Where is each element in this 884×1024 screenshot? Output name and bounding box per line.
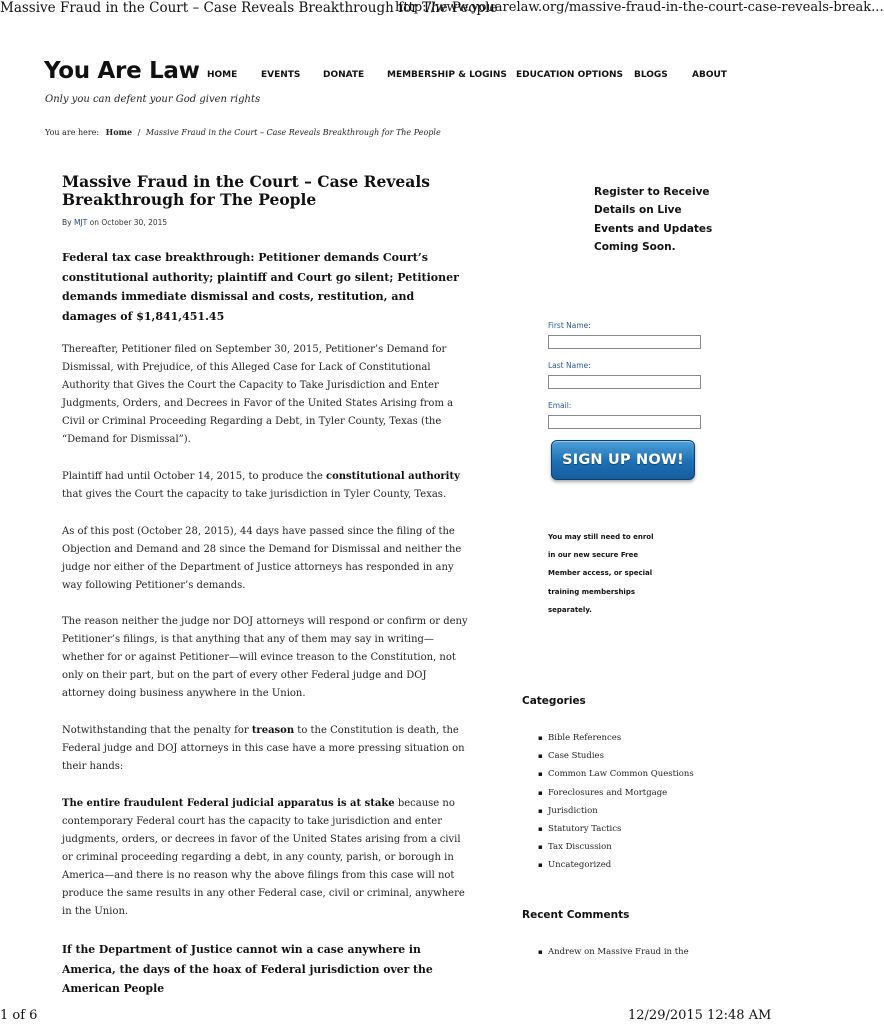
article-paragraph-1: Thereafter, Petitioner filed on September 30, 2015, Petitioner’s Demand for Dismissal, with Prejudice, of this Alleged Case for Lack of Constitutional Authority that Gives the Court the Capacity to Take Jurisdiction and Enter Judgments, Orders, and Decrees in Favor of the United States Arising from a Civil or Criminal Proceeding Regarding a Debt, in Tyler County, Texas (the “Demand for Dismissal”). [62, 344, 454, 445]
membership-notice: You may still need to enrol in our new secure Free Member access, or special training memberships separately. [548, 533, 654, 614]
article-paragraph-3: As of this post (October 28, 2015), 44 days have passed since the filing of the Objection and Demand and 28 since the Demand for Dismissal and neither the judge nor either of the Department of Justice attorneys has responded in any way following Petitioner’s demands. [62, 526, 462, 591]
site-logo[interactable]: You Are Law [44, 58, 200, 84]
email-label: Email: [548, 401, 572, 410]
site-tagline: Only you can defent your God given rights [45, 94, 261, 105]
p6-bold: The entire fraudulent Federal judicial apparatus is at stake [62, 798, 395, 809]
categories-heading: Categories [522, 695, 586, 707]
category-item[interactable]: ▪ Common Law Common Questions [538, 765, 694, 783]
email-field[interactable] [548, 415, 701, 429]
category-item[interactable]: ▪ Foreclosures and Mortgage [538, 784, 694, 802]
article-byline [62, 218, 167, 227]
p6-text-after: because no contemporary Federal court has the capacity to take jurisdiction and enter judgments, orders, or decrees in favor of the United States arising from a civil or criminal proceeding regarding a debt, in any county, parish, or borough in America—and there is no reason why the above filings from this case will not produce the same results in any other Federal case, civil or criminal, anywhere in the Union. [62, 798, 465, 917]
article-title: Massive Fraud in the Court – Case Reveals Breakthrough for The People [62, 172, 430, 209]
p2-bold: constitutional authority [326, 471, 460, 482]
nav-item-blogs[interactable]: BLOGS [634, 70, 668, 80]
p5-text-after: to the Constitution is death, the Federal judge and DOJ attorneys in this case have a more pressing situation on their hands: [62, 725, 465, 772]
byline-on: on [89, 218, 99, 227]
article-paragraph-2 [62, 468, 472, 504]
byline-author-link[interactable]: MJT [73, 218, 88, 227]
p5-text-before: Notwithstanding that the penalty for [62, 725, 252, 736]
nav-item-donate[interactable]: DONATE [323, 70, 365, 80]
article-paragraph-6 [62, 795, 472, 921]
first-name-label: First Name: [548, 321, 591, 330]
category-item[interactable]: ▪ Jurisdiction [538, 802, 694, 820]
recent-comments-heading: Recent Comments [522, 909, 630, 921]
nav-item-membership[interactable]: MEMBERSHIP & LOGINS [387, 70, 507, 80]
print-footer-page: 1 of 6 [0, 1008, 38, 1023]
last-name-label: Last Name: [548, 361, 591, 370]
print-header-title: Massive Fraud in the Court – Case Reveals Breakthrough for The People [0, 0, 498, 16]
breadcrumb-home-link[interactable]: Home [105, 127, 133, 137]
article-paragraph-4: The reason neither the judge nor DOJ attorneys will respond or confirm or deny Petitioner’s filings, is that anything that any of them may say in writing—whether for or against Petitioner—will evince treason to the Constitution, not only on their part, but on the part of every other Federal judge and DOJ attorney doing business anywhere in the Union. [62, 616, 468, 699]
byline-by: By [62, 218, 72, 227]
breadcrumb [45, 127, 441, 137]
p2-text-after: that gives the Court the capacity to take jurisdiction in Tyler County, Texas. [62, 489, 447, 500]
category-item[interactable]: ▪ Case Studies [538, 747, 694, 765]
nav-item-about[interactable]: ABOUT [692, 70, 727, 80]
breadcrumb-separator: / [137, 128, 141, 137]
p2-text-before: Plaintiff had until October 14, 2015, to produce the [62, 471, 327, 482]
byline-date: October 30, 2015 [101, 218, 168, 227]
nav-item-home[interactable]: HOME [207, 70, 238, 80]
breadcrumb-prefix: You are here: [45, 128, 100, 137]
recent-comment-item[interactable]: ▪ Andrew on Massive Fraud in the [538, 944, 689, 960]
article-paragraph-7: If the Department of Justice cannot win a case anywhere in America, the days of the hoax of Federal jurisdiction over the American People [62, 943, 433, 995]
nav-item-events[interactable]: EVENTS [261, 70, 301, 80]
article-lead: Federal tax case breakthrough: Petitioner demands Court’s constitutional authority; plaintiff and Court go silent; Petitioner demands immediate dismissal and costs, restitution, and damages of $1,841,451.45 [62, 251, 459, 323]
breadcrumb-current: Massive Fraud in the Court – Case Reveals Breakthrough for The People [145, 128, 441, 137]
category-item[interactable]: ▪ Tax Discussion [538, 838, 694, 856]
register-notice: Register to Receive Details on Live Events and Updates Coming Soon. [594, 186, 713, 253]
categories-list [538, 729, 694, 875]
category-item[interactable]: ▪ Statutory Tactics [538, 820, 694, 838]
recent-comments-list [538, 944, 689, 960]
nav-item-education[interactable]: EDUCATION OPTIONS [516, 70, 624, 80]
sign-up-button[interactable]: SIGN UP NOW! [551, 440, 695, 480]
print-footer-datetime: 12/29/2015 12:48 AM [628, 1008, 772, 1023]
article-paragraph-5 [62, 722, 472, 776]
first-name-field[interactable] [548, 335, 701, 349]
p5-bold: treason [251, 725, 295, 736]
print-header-url: http://www.youarelaw.org/massive-fraud-in-the-court-case-reveals-break... [395, 0, 884, 15]
category-item[interactable]: ▪ Uncategorized [538, 856, 694, 874]
last-name-field[interactable] [548, 375, 701, 389]
category-item[interactable]: ▪ Bible References [538, 729, 694, 747]
